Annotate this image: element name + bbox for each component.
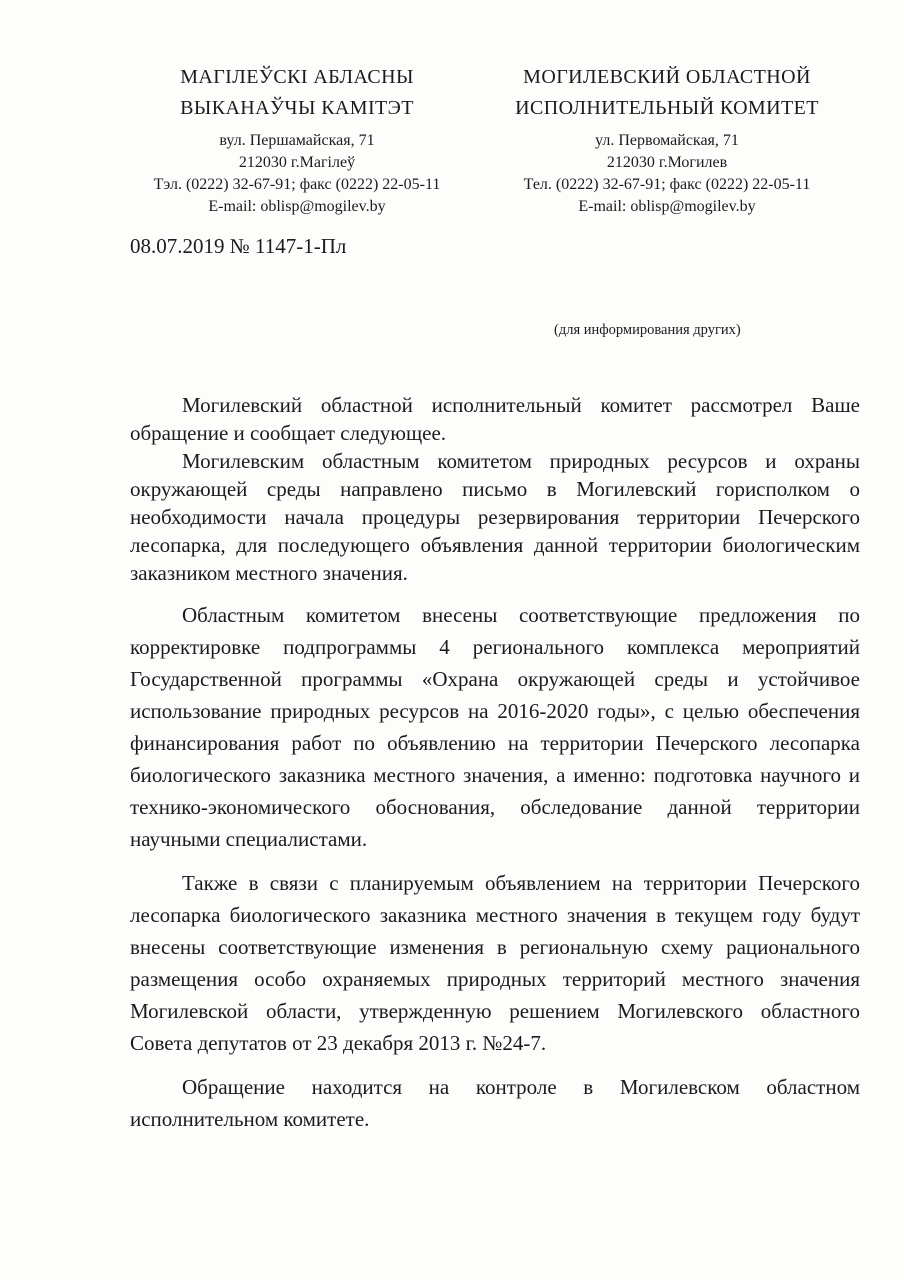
org-name-left	[112, 62, 482, 124]
paragraph-program-proposals: Областным комитетом внесены соответствующие предложения по корректировке подпрограммы 4 регионального комплекса мероприятий Государственной программы «Охрана окружающей среды и устойчивое использование природных ресурсов на 2016-2020 годы», с целью обеспечения финансирования работ по объявлению на территории Печерского лесопарка биологического заказника местного значения, а именно: подготовка научного и технико-экономического обоснования, обследование данной территории научными специалистами.	[130, 603, 860, 851]
org-details-right	[482, 130, 852, 218]
paragraph-under-control: Обращение находится на контроле в Могилевском областном исполнительном комитете.	[130, 1075, 860, 1131]
org-right-city: 212030 г.Могилев	[606, 154, 728, 171]
org-left-email: E-mail: oblisp@mogilev.by	[208, 198, 386, 215]
paragraph-letter-sent: Могилевским областным комитетом природных ресурсов и охраны окружающей среды направлено письмо в Могилевский горисполком о необходимости начала процедуры резервирования территории Печерского лесопарка, для последующего объявления данной территории биологическим заказником местного значения.	[130, 449, 860, 585]
org-right-street: ул. Первомайская, 71	[595, 132, 739, 149]
letterhead-left-belarusian	[112, 62, 482, 218]
org-left-street: вул. Першамайская, 71	[219, 132, 375, 149]
paragraph-scheme-changes: Также в связи с планируемым объявлением на территории Печерского лесопарка биологического заказника местного значения в текущем году будут внесены соответствующие изменения в региональную схему рационального размещения особо охраняемых природных территорий местного значения Могилевской области, утвержденную решением Могилевского областного Совета депутатов от 23 декабря 2013 г. №24-7.	[130, 871, 860, 1055]
reference-date-number: 08.07.2019 № 1147-1-Пл	[130, 234, 347, 258]
org-right-phone: Тел. (0222) 32-67-91; факс (0222) 22-05-11	[523, 176, 811, 193]
paragraph-intro: Могилевский областной исполнительный комитет рассмотрел Ваше обращение и сообщает следующее.	[130, 393, 860, 445]
org-name-right	[482, 62, 852, 124]
recipient-note: (для информирования других)	[554, 322, 741, 338]
org-left-phone: Тэл. (0222) 32-67-91; факс (0222) 22-05-11	[153, 176, 441, 193]
org-name-right-line2: ИСПОЛНИТЕЛЬНЫЙ КОМИТЕТ	[515, 97, 819, 119]
org-right-email: E-mail: oblisp@mogilev.by	[578, 198, 756, 215]
org-name-right-line1: МОГИЛЕВСКИЙ ОБЛАСТНОЙ	[523, 66, 811, 88]
org-details-left	[112, 130, 482, 218]
org-name-left-line1: МАГІЛЕЎСКІ АБЛАСНЫ	[180, 66, 414, 88]
letterhead-right-russian	[482, 62, 852, 218]
org-name-left-line2: ВЫКАНАЎЧЫ КАМІТЭТ	[180, 97, 414, 119]
letterhead	[112, 62, 852, 218]
org-left-city: 212030 г.Магілеў	[238, 154, 356, 171]
letter-body	[130, 391, 860, 1135]
